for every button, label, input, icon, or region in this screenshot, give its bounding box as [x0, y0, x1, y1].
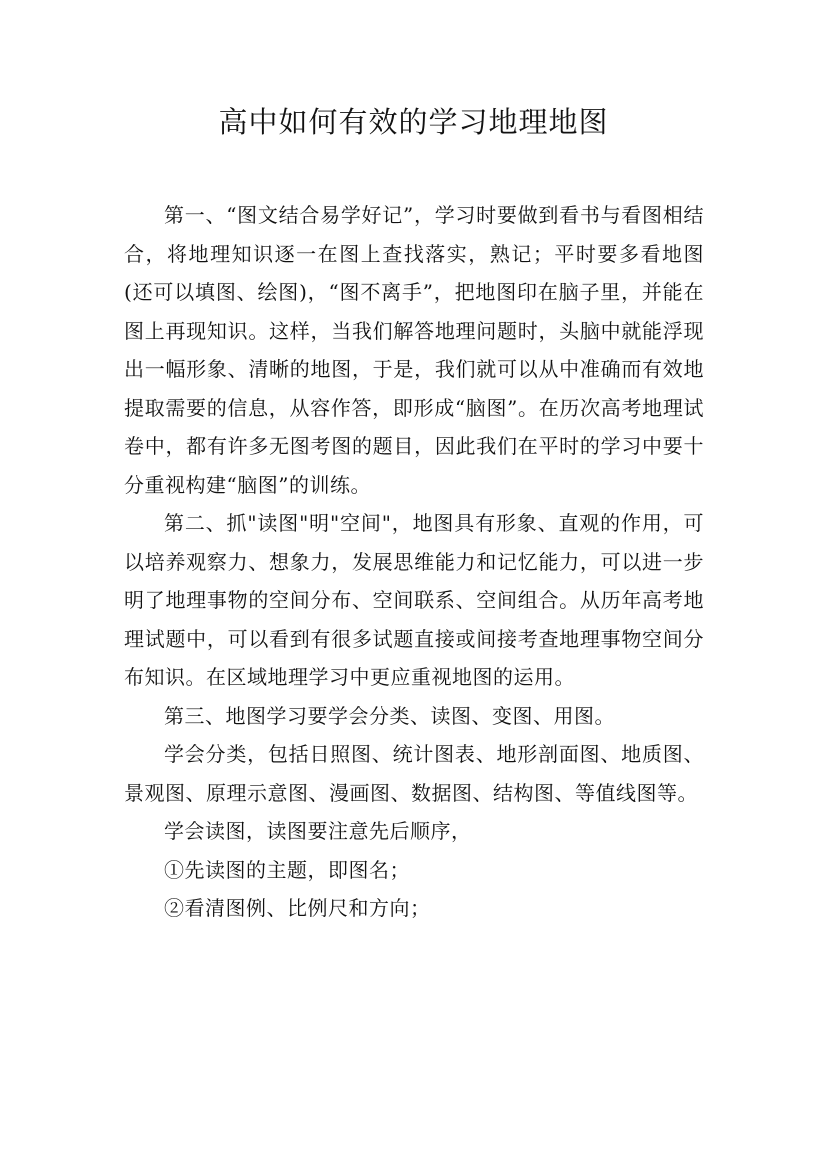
- paragraph-4: 学会分类，包括日照图、统计图表、地形剖面图、地质图、景观图、原理示意图、漫画图、数据图、结构图、等值线图等。: [124, 742, 704, 805]
- document-body: [124, 196, 704, 928]
- paragraph-7: ②看清图例、比例尺和方向；: [164, 896, 431, 920]
- paragraph-2: 第二、抓"读图"明"空间"，地图具有形象、直观的作用，可以培养观察力、想象力，发展思维能力和记忆能力，可以进一步明了地理事物的空间分布、空间联系、空间组合。从历年高考地理试题中，可以看到有很多试题直接或间接考查地理事物空间分布知识。在区域地理学习中更应重视地图的运用。: [124, 511, 704, 689]
- document-title: 高中如何有效的学习地理地图: [218, 105, 609, 139]
- paragraph-1: 第一、“图文结合易学好记”，学习时要做到看书与看图相结合，将地理知识逐一在图上查找落实，熟记；平时要多看地图(还可以填图、绘图)，“图不离手”，把地图印在脑子里，并能在图上再现知识。这样，当我们解答地理问题时，头脑中就能浮现出一幅形象、清晰的地图，于是，我们就可以从中准确而有效地提取需要的信息，从容作答，即形成“脑图”。在历次高考地理试卷中，都有许多无图考图的题目，因此我们在平时的学习中要十分重视构建“脑图”的训练。: [124, 203, 704, 497]
- paragraph-5: 学会读图，读图要注意先后顺序，: [164, 819, 472, 843]
- paragraph-3: 第三、地图学习要学会分类、读图、变图、用图。: [164, 703, 615, 728]
- paragraph-6: ①先读图的主题，即图名；: [164, 857, 410, 882]
